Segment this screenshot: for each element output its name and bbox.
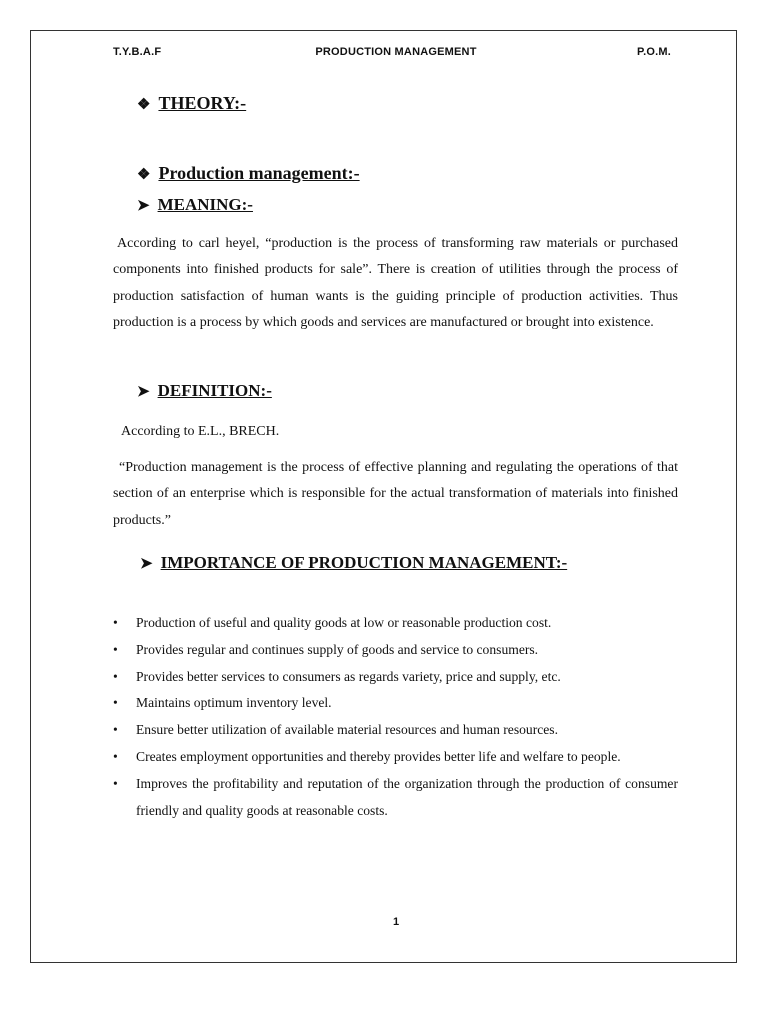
definition-heading: ➤ DEFINITION:- — [137, 380, 272, 403]
list-item: • Ensure better utilization of available material resources and human resources. — [113, 717, 678, 744]
meaning-paragraph: According to carl heyel, “production is the process of transforming raw materials or purchased components into finished products for sale”. There is creation of utilities through the process of production satisfaction of human wants is the guiding principle of production activities. Thus production is a process by which goods and services are manufactured or brought into existence. — [113, 236, 678, 331]
list-item: • Maintains optimum inventory level. — [113, 690, 678, 717]
list-item: • Provides regular and continues supply of goods and service to consumers. — [113, 637, 678, 664]
arrowhead-bullet-icon: ➤ — [137, 384, 150, 400]
header-subject: P.O.M. — [637, 46, 672, 58]
importance-heading: ➤ IMPORTANCE OF PRODUCTION MANAGEMENT:- — [140, 552, 567, 575]
list-item: • Provides better services to consumers as regards variety, price and supply, etc. — [113, 664, 678, 691]
definition-quote: “Production management is the process of effective planning and regulating the operations of that section of an enterprise which is responsible for the actual transformation of materials into finished products.” — [113, 460, 678, 528]
header-course: T.Y.B.A.F — [113, 46, 162, 58]
list-item: • Improves the profitability and reputation of the organization through the production of consumer friendly and quality goods at reasonable costs. — [113, 771, 678, 825]
arrowhead-bullet-icon: ➤ — [140, 556, 153, 572]
four-diamond-bullet-icon: ❖ — [137, 167, 151, 183]
page-number: 1 — [392, 916, 400, 928]
production-management-heading: ❖ Production management:- — [137, 162, 360, 186]
definition-source: According to E.L., BRECH. — [121, 424, 280, 439]
list-item: • Creates employment opportunities and thereby provides better life and welfare to people. — [113, 744, 678, 771]
arrowhead-bullet-icon: ➤ — [137, 198, 150, 214]
four-diamond-bullet-icon: ❖ — [137, 97, 151, 113]
meaning-heading: ➤ MEANING:- — [137, 194, 253, 217]
importance-list — [113, 610, 678, 824]
list-item: • Production of useful and quality goods at low or reasonable production cost. — [113, 610, 678, 637]
header-title: PRODUCTION MANAGEMENT — [315, 46, 477, 58]
theory-heading: ❖ THEORY:- — [137, 92, 246, 116]
